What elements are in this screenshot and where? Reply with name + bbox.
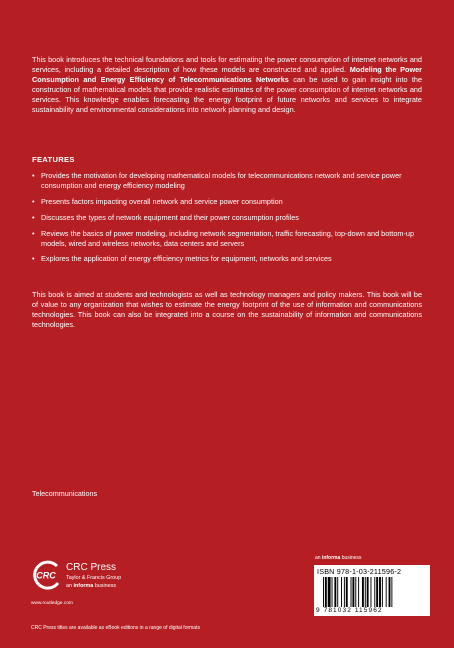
subject-category: Telecommunications [32,489,98,498]
feature-item: • Provides the motivation for developing mathematical models for telecommunications network and service power consumption and energy efficiency modeling [32,171,422,191]
audience-paragraph: This book is aimed at students and technologists as well as technology managers and policy makers. This book will be of value to any organization that wishes to estimate the energy footprint of the use of information and communications technologies. This book can also be integrated into a course on the sustainability of information and communications technologies. [32,290,422,329]
informa-bold: informa [73,583,94,589]
publisher-website: www.routledge.com [31,601,73,606]
informa-suffix: business [94,583,117,589]
feature-item: • Explores the application of energy efficiency metrics for equipment, networks and services [32,254,422,264]
intro-text-1: This book introduces the technical foundations and tools for estimating the power consumption of internet networks and services, including a detailed description of how these models are constructed and applied. [32,55,422,74]
feature-item: • Discusses the types of network equipment and their power consumption profiles [32,213,422,223]
publisher-group: Taylor & Francis Group [66,575,122,581]
feature-list [32,171,422,270]
isbn-informa-prefix: an [315,555,321,561]
publisher-informa-line [66,583,116,589]
features-heading: FEATURES [32,155,75,164]
isbn-barcode-box [314,565,430,616]
publisher-name: CRC Press [66,562,117,573]
barcode-icon [323,577,423,607]
feature-item: • Presents factors impacting overall network and service power consumption [32,197,422,207]
crc-logo-text: CRC [36,570,56,581]
isbn-number: ISBN 978-1-03-211596-2 [317,567,402,576]
barcode-digits: 9 781032 115962 [316,607,383,614]
intro-text-2: can be used to gain insight into the construction of mathematical models that provide realistic estimates of the power consumption of internet networks and services. This knowledge enables forecasting the energy footprint of future networks and services to integrate sustainability and environmental considerations into network planning and design. [32,74,423,114]
isbn-informa-bold: informa [321,555,341,561]
feature-item: • Reviews the basics of power modeling, including network segmentation, traffic forecasting, top-down and bottom-up models, wired and wireless networks, data centers and servers [32,229,422,249]
intro-paragraph [32,55,422,114]
book-title-bold: Modeling the Power Consumption and Energy Efficiency of Telecommunications Networks [32,64,423,84]
informa-prefix: an [66,583,72,589]
isbn-informa-suffix: business [341,555,362,561]
isbn-informa-line [315,555,361,561]
ebook-note: CRC Press titles are available as eBook editions in a range of digital formats [31,625,200,631]
crc-press-logo-icon [31,560,63,590]
